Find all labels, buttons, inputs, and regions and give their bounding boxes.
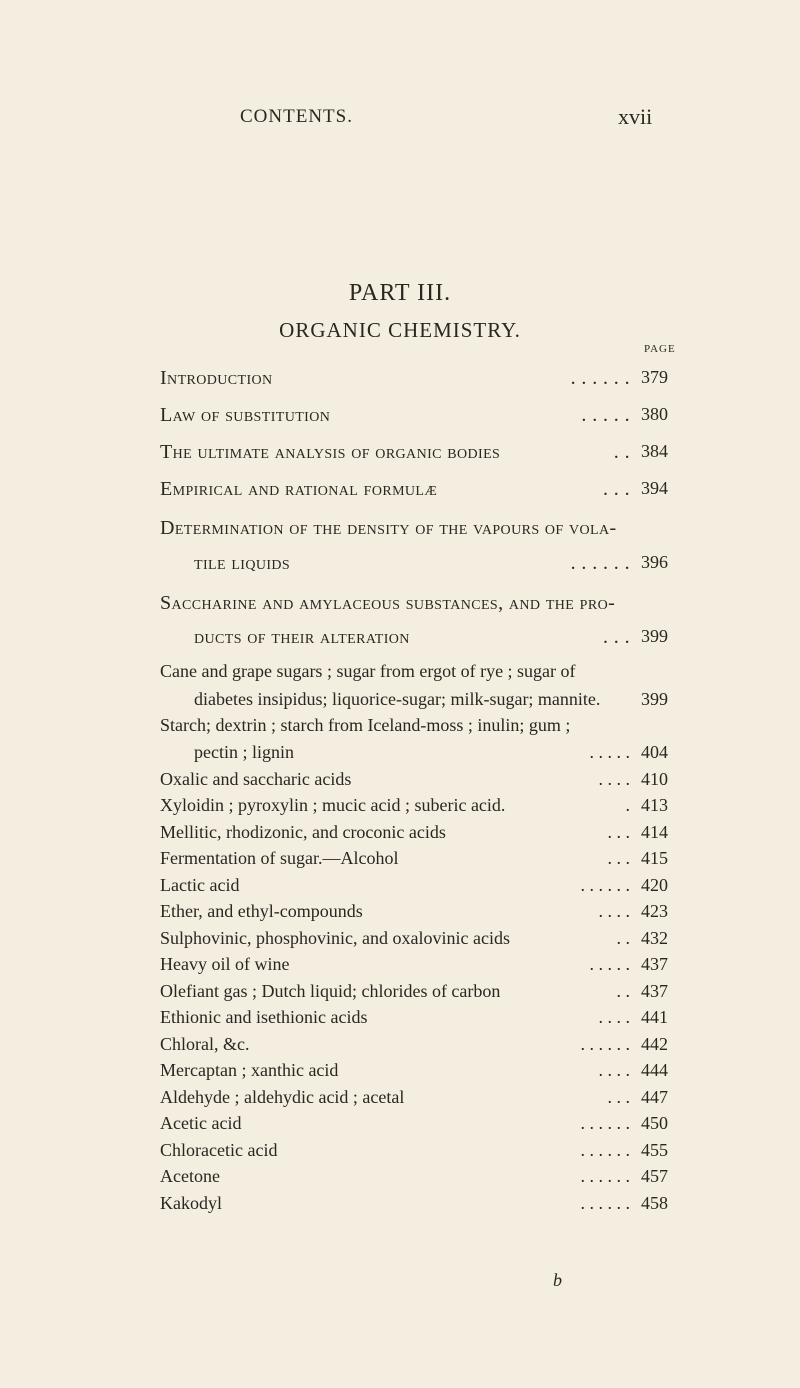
dot-leader: . . . . . .	[580, 1166, 630, 1186]
toc-entry-title: Heavy oil of wine	[160, 954, 290, 974]
dot-leader: . . . . . .	[580, 875, 630, 895]
toc-entry-title: Starch; dextrin ; starch from Iceland-moss ; inulin; gum ;	[160, 715, 571, 735]
dot-leader: . .	[613, 441, 630, 463]
toc-page-number: 447	[641, 1087, 668, 1107]
toc-entry-title: Sulphovinic, phosphovinic, and oxalovinic acids	[160, 928, 510, 948]
dot-leader: . . . . .	[581, 404, 630, 426]
toc-page-number: 410	[641, 769, 668, 789]
toc-entry-title-continuation: pectin ; lignin	[194, 742, 294, 762]
dot-leader: . .	[616, 981, 630, 1001]
toc-entry-title: Saccharine and amylaceous substances, and the pro-	[160, 592, 616, 614]
dot-leader: . . . .	[598, 1007, 630, 1027]
toc-page-number: 399	[641, 626, 668, 646]
toc-page-number: 437	[641, 981, 668, 1001]
toc-page-number: 442	[641, 1034, 668, 1054]
signature-mark: b	[553, 1270, 562, 1290]
toc-entry-title: Lactic acid	[160, 875, 240, 895]
toc-entry-title: Kakodyl	[160, 1193, 222, 1213]
toc-entry-title: Determination of the density of the vapours of vola-	[160, 517, 617, 539]
toc-entry-title: Olefiant gas ; Dutch liquid; chlorides of carbon	[160, 981, 501, 1001]
dot-leader: . . . . . .	[570, 552, 630, 574]
part-title: PART III.	[348, 280, 452, 306]
dot-leader: . . .	[607, 822, 630, 842]
dot-leader: . . . . . .	[580, 1034, 630, 1054]
toc-entry-title-continuation: tile liquids	[194, 552, 291, 574]
toc-entry-title: Ethionic and isethionic acids	[160, 1007, 368, 1027]
dot-leader: . . . . . .	[580, 1113, 630, 1133]
dot-leader: . . . .	[598, 1060, 630, 1080]
toc-page-number: 423	[641, 901, 668, 921]
toc-page-number: 396	[641, 552, 668, 572]
running-head-page-numeral: xvii	[618, 104, 653, 129]
dot-leader: . . . . .	[589, 954, 630, 974]
toc-entry-title-continuation: diabetes insipidus; liquorice-sugar; milk-sugar; mannite.	[194, 689, 601, 709]
toc-entry-title: The ultimate analysis of organic bodies	[160, 441, 501, 463]
dot-leader: . .	[616, 928, 630, 948]
toc-page-number: 450	[641, 1113, 668, 1133]
toc-page-number: 457	[641, 1166, 668, 1186]
toc-page-number: 437	[641, 954, 668, 974]
dot-leader: . . . . . .	[580, 1193, 630, 1213]
toc-page-number: 420	[641, 875, 668, 895]
toc-page-number: 413	[641, 795, 668, 815]
dot-leader: .	[625, 795, 630, 815]
toc-page-number: 394	[641, 478, 668, 498]
toc-page-number: 455	[641, 1140, 668, 1160]
toc-entry-title: Mellitic, rhodizonic, and croconic acids	[160, 822, 446, 842]
toc-entry-title: Mercaptan ; xanthic acid	[160, 1060, 339, 1080]
running-head-title: CONTENTS.	[240, 106, 353, 127]
dot-leader: . . . .	[598, 769, 630, 789]
dot-leader: . . . . . .	[580, 1140, 630, 1160]
toc-entry-title: Introduction	[160, 367, 273, 389]
toc-entry-title: Chloral, &c.	[160, 1034, 250, 1054]
toc-entry-title: Acetone	[160, 1166, 220, 1186]
toc-entry-title: Empirical and rational formulæ	[160, 478, 438, 500]
toc-page-number: 380	[641, 404, 668, 424]
toc-entry-title: Cane and grape sugars ; sugar from ergot of rye ; sugar of	[160, 661, 576, 681]
toc-entry-title: Chloracetic acid	[160, 1140, 278, 1160]
dot-leader: . . .	[607, 1087, 630, 1107]
toc-page-number: 404	[641, 742, 668, 762]
toc-page-number: 384	[641, 441, 668, 461]
toc-entry-title: Xyloidin ; pyroxylin ; mucic acid ; suberic acid.	[160, 795, 506, 815]
toc-entry-title: Aldehyde ; aldehydic acid ; acetal	[160, 1087, 405, 1107]
dot-leader: . . . . . .	[570, 367, 630, 389]
toc-entry-title: Ether, and ethyl-compounds	[160, 901, 363, 921]
section-title: ORGANIC CHEMISTRY.	[279, 318, 521, 342]
dot-leader: . . . . .	[589, 742, 630, 762]
dot-leader: . . .	[603, 626, 630, 648]
toc-entry-title: Acetic acid	[160, 1113, 242, 1133]
dot-leader: . . .	[607, 848, 630, 868]
toc-page-number: 444	[641, 1060, 668, 1080]
dot-leader: . . . .	[598, 901, 630, 921]
toc-entry-title: Fermentation of sugar.—Alcohol	[160, 848, 399, 868]
toc-page-number: 441	[641, 1007, 668, 1027]
toc-page-number: 458	[641, 1193, 668, 1213]
toc-page-number: 415	[641, 848, 668, 868]
toc-page-number: 399	[641, 689, 668, 709]
dot-leader: . . .	[603, 478, 630, 500]
toc-entry-title-continuation: ducts of their alteration	[194, 626, 410, 648]
toc-entry-title: Oxalic and saccharic acids	[160, 769, 352, 789]
toc-entry-title: Law of substitution	[160, 404, 331, 426]
page-column-label: PAGE	[644, 343, 676, 355]
toc-page-number: 414	[641, 822, 668, 842]
toc-page-number: 379	[641, 367, 668, 387]
toc-page-number: 432	[641, 928, 668, 948]
